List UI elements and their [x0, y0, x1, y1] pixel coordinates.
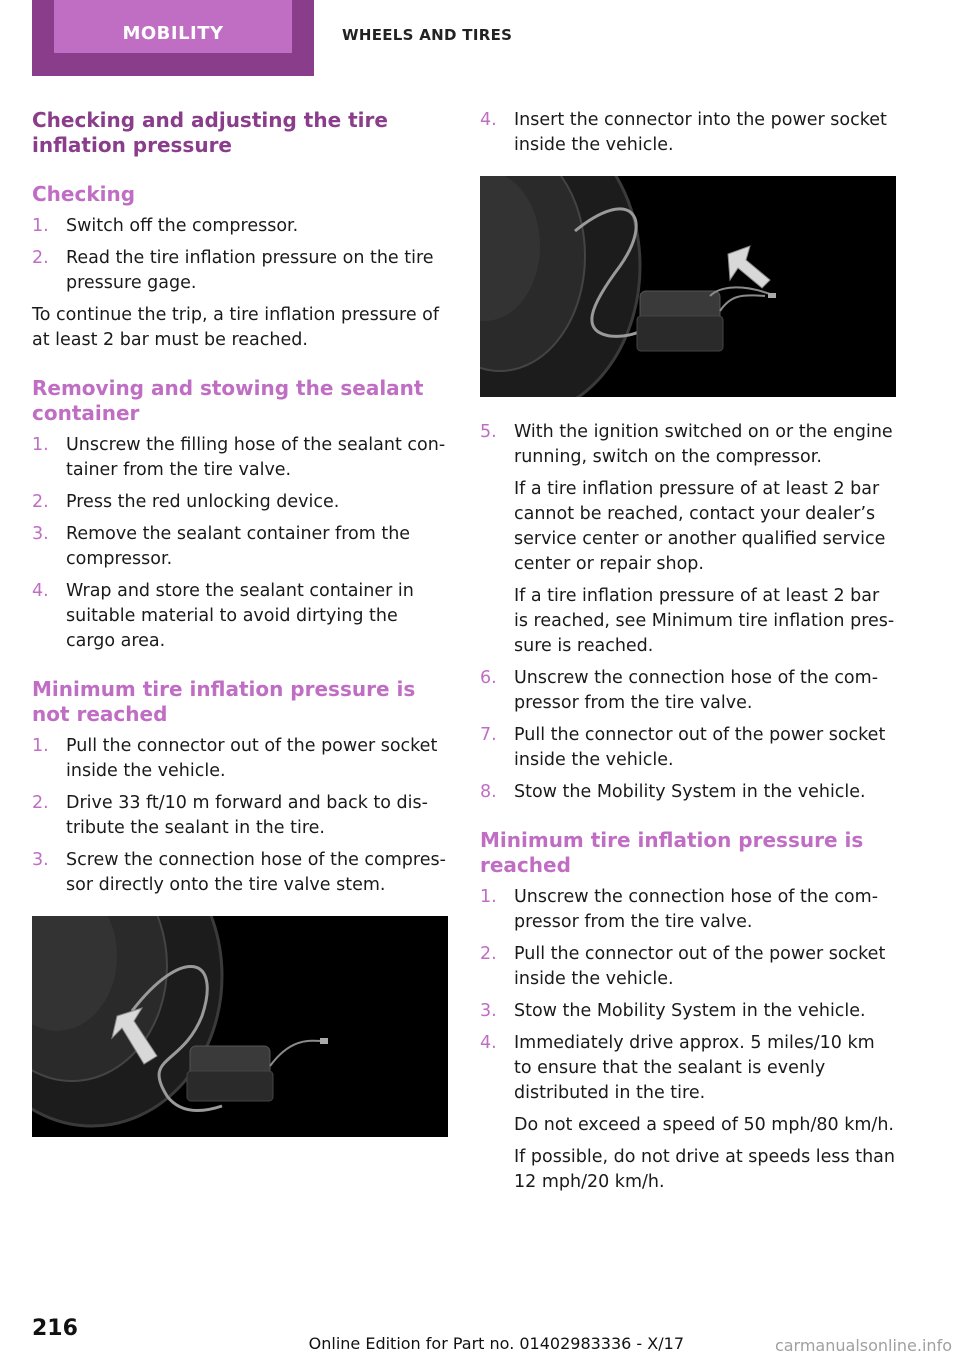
- inflation-steps: [480, 420, 896, 805]
- compressor-valve-illustration: [32, 916, 448, 1137]
- section-title: WHEELS AND TIRES: [342, 26, 513, 44]
- list-item: 2. Press the red unlocking device.: [32, 492, 340, 512]
- list-item: 4. Insert the connector into the power socket inside the vehicle.: [480, 110, 887, 155]
- removing-steps: [32, 433, 448, 654]
- heading-not-reached: Minimum tire inflation pressure is not reached: [32, 677, 416, 726]
- list-item: 4. Immediately drive approx. 5 miles/10 km to ensure that the sealant is evenly distributed in the tire. Do not exceed a speed of 50 mph/80 km/h. If possible, do not drive at speeds less than 12 mph/20 km/h.: [480, 1033, 896, 1192]
- not-reached-steps: [32, 734, 448, 898]
- list-item: 4. Wrap and store the sealant container in suitable material to avoid dirtying the cargo area.: [32, 581, 414, 651]
- list-item: 1. Pull the connector out of the power socket inside the vehicle.: [32, 736, 438, 781]
- list-item: 7. Pull the connector out of the power socket inside the vehicle.: [480, 725, 886, 770]
- list-item: 1. Unscrew the connection hose of the com‐ pressor from the tire valve.: [480, 887, 879, 932]
- list-item: 2. Pull the connector out of the power socket inside the vehicle.: [480, 944, 886, 989]
- heading-reached: Minimum tire inflation pressure is reached: [480, 828, 864, 877]
- heading-removing: Removing and stowing the sealant container: [32, 376, 424, 425]
- right-column: [480, 108, 896, 1202]
- chapter-tab-label: MOBILITY: [54, 0, 292, 53]
- list-item: 6. Unscrew the connection hose of the com‐ pressor from the tire valve.: [480, 668, 879, 713]
- compressor-socket-illustration: [480, 176, 896, 397]
- list-item: 1. Switch off the compressor.: [32, 216, 299, 236]
- list-item: 1. Unscrew the filling hose of the sealant con‐ tainer from the tire valve.: [32, 435, 446, 480]
- reached-steps: [480, 885, 896, 1195]
- checking-note: To continue the trip, a tire inflation pressure of at least 2 bar must be reached.: [32, 305, 440, 350]
- main-heading: Checking and adjusting the tire inflation pressure: [32, 108, 388, 157]
- list-item: 8. Stow the Mobility System in the vehicle.: [480, 782, 866, 802]
- checking-steps: [32, 214, 448, 296]
- not-reached-steps-continued: [480, 108, 896, 158]
- list-item: 2. Read the tire inflation pressure on the tire pressure gage.: [32, 248, 434, 293]
- chapter-tab: [32, 0, 314, 76]
- heading-checking: Checking: [32, 182, 136, 206]
- left-column: [32, 108, 448, 1160]
- watermark: carmanualsonline.info: [774, 1336, 952, 1355]
- list-item: 5. With the ignition switched on or the engine running, switch on the compressor. If a tire inflation pressure of at least 2 bar cannot be reached, contact your dealer’s service center or another qualified service center or repair shop. If a tire inflation pressure of at least 2 bar is reached, see Minimum tire inflation pres‐ sure is reached.: [480, 422, 895, 656]
- list-item: 3. Stow the Mobility System in the vehicle.: [480, 1001, 866, 1021]
- edition-text: Online Edition for Part no. 01402983336 - X/17: [308, 1334, 684, 1353]
- page-number: 216: [32, 1316, 78, 1341]
- list-item: 3. Remove the sealant container from the compressor.: [32, 524, 411, 569]
- list-item: 3. Screw the connection hose of the compres‐ sor directly onto the tire valve stem.: [32, 850, 446, 895]
- list-item: 2. Drive 33 ft/10 m forward and back to dis‐ tribute the sealant in the tire.: [32, 793, 428, 838]
